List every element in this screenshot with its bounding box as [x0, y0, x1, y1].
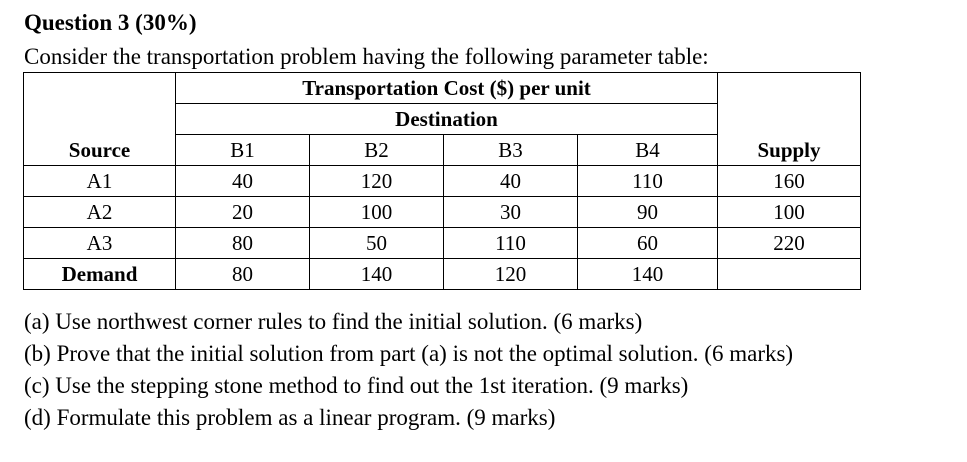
- cost-a2-b4: 90: [578, 197, 718, 228]
- cost-a2-b3: 30: [444, 197, 578, 228]
- cost-a3-b3: 110: [444, 228, 578, 259]
- destination-b3-header: B3: [444, 135, 578, 166]
- cost-a3-b1: 80: [176, 228, 310, 259]
- demand-b1: 80: [176, 259, 310, 290]
- cost-a3-b2: 50: [310, 228, 444, 259]
- destination-b1-header: B1: [176, 135, 310, 166]
- question-heading: Question 3 (30%): [24, 10, 197, 35]
- demand-row: [24, 259, 861, 290]
- part-d: (d) Formulate this problem as a linear program. (9 marks): [24, 405, 556, 430]
- supply-header-spacer-top: [718, 73, 861, 104]
- demand-b4: 140: [578, 259, 718, 290]
- source-a1: A1: [24, 166, 176, 197]
- cost-a1-b1: 40: [176, 166, 310, 197]
- cost-a2-b2: 100: [310, 197, 444, 228]
- cost-a1-b4: 110: [578, 166, 718, 197]
- demand-supply-empty-cell: [718, 259, 861, 290]
- supply-a1: 160: [718, 166, 861, 197]
- source-a2: A2: [24, 197, 176, 228]
- part-c: (c) Use the stepping stone method to find out the 1st iteration. (9 marks): [24, 373, 689, 398]
- cost-a3-b4: 60: [578, 228, 718, 259]
- parameter-table: [23, 72, 861, 290]
- supply-header-spacer-middle: [718, 104, 861, 135]
- table-row: [24, 197, 861, 228]
- demand-label: Demand: [24, 259, 176, 290]
- source-header: Source: [24, 135, 176, 166]
- corner-cell-middle: [24, 104, 176, 135]
- supply-a2: 100: [718, 197, 861, 228]
- table-row: [24, 228, 861, 259]
- supply-header: Supply: [718, 135, 861, 166]
- cost-a1-b3: 40: [444, 166, 578, 197]
- demand-b3: 120: [444, 259, 578, 290]
- cost-a1-b2: 120: [310, 166, 444, 197]
- question-parts: [24, 306, 793, 434]
- destination-b4-header: B4: [578, 135, 718, 166]
- question-intro: Consider the transportation problem having the following parameter table:: [24, 44, 709, 69]
- destination-header: Destination: [176, 104, 718, 135]
- source-a3: A3: [24, 228, 176, 259]
- corner-cell-top: [24, 73, 176, 104]
- supply-a3: 220: [718, 228, 861, 259]
- part-b: (b) Prove that the initial solution from part (a) is not the optimal solution. (6 marks): [24, 341, 794, 366]
- cost-a2-b1: 20: [176, 197, 310, 228]
- table-row: [24, 166, 861, 197]
- part-a: (a) Use northwest corner rules to find the initial solution. (6 marks): [24, 309, 643, 334]
- table-title: Transportation Cost ($) per unit: [176, 73, 718, 104]
- demand-b2: 140: [310, 259, 444, 290]
- destination-b2-header: B2: [310, 135, 444, 166]
